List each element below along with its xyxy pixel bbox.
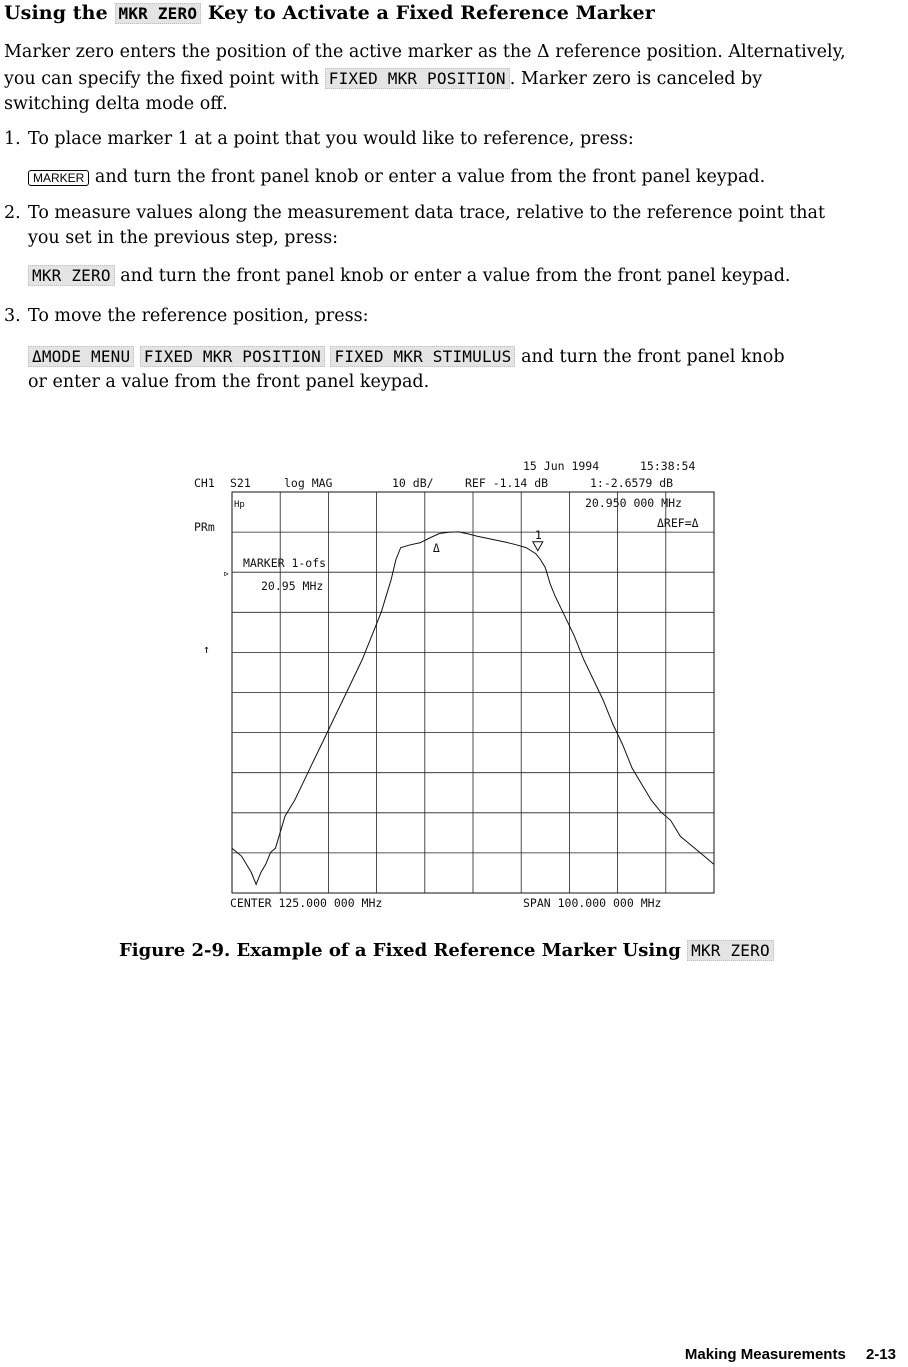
plot-channel: CH1	[194, 476, 215, 490]
plot-scale: 10 dB/	[392, 476, 434, 490]
plot-marker-label-freq: 20.95 MHz	[261, 579, 324, 593]
intro-line-1: Marker zero enters the position of the active marker as the Δ reference position. Alternatively,	[4, 42, 846, 62]
plot-ref-mode: ΔREF=Δ	[657, 516, 699, 530]
mkr-zero-key: MKR ZERO	[28, 265, 115, 286]
plot-marker-freq: 20.950 000 MHz	[585, 496, 682, 510]
heading-softkey: MKR ZERO	[115, 3, 202, 24]
caption-mkr-zero-key: MKR ZERO	[687, 940, 774, 961]
fixed-mkr-stimulus-key: FIXED MKR STIMULUS	[330, 346, 515, 367]
step-3-text: 3. To move the reference position, press:	[4, 306, 369, 326]
analyzer-plot	[190, 455, 720, 915]
plot-format: log MAG	[284, 476, 333, 490]
plot-param: S21	[230, 476, 251, 490]
heading-suffix: Key to Activate a Fixed Reference Marker	[207, 2, 655, 24]
step-2-action: MKR ZERO and turn the front panel knob or enter a value from the front panel keypad.	[28, 263, 790, 289]
step-3-action: ΔMODE MENU FIXED MKR POSITION FIXED MKR STIMULUS and turn the front panel knob	[28, 344, 785, 370]
footer-section: Making Measurements	[684, 1346, 846, 1363]
plot-ref: REF -1.14 dB	[465, 476, 549, 490]
footer-page-number: 2-13	[865, 1346, 896, 1363]
fixed-mkr-position-key: FIXED MKR POSITION	[140, 346, 325, 367]
step-2-text: 2. To measure values along the measurement data trace, relative to the reference point that	[4, 203, 825, 223]
reference-marker-delta: Δ	[432, 541, 440, 556]
plot-center-label: CENTER 125.000 000 MHz	[230, 896, 383, 910]
plot-grid	[232, 492, 714, 893]
plot-time: 15:38:54	[640, 459, 696, 473]
marker-hardkey: MARKER	[28, 170, 89, 186]
step-1-text: 1. To place marker 1 at a point that you would like to reference, press:	[4, 129, 634, 149]
heading-prefix: Using the	[4, 2, 108, 24]
plot-span-label: SPAN 100.000 000 MHz	[523, 896, 662, 910]
plot-prm-label: PRm	[194, 520, 215, 534]
intro-line-2: you can specify the fixed point with FIXED MKR POSITION . Marker zero is canceled by	[4, 69, 763, 89]
step-2-text-2: you set in the previous step, press:	[28, 228, 339, 248]
up-arrow-icon: ↑	[203, 642, 210, 656]
fixed-mkr-position-key: FIXED MKR POSITION	[325, 68, 510, 89]
analyzer-figure	[190, 455, 720, 915]
page-footer	[685, 1346, 896, 1363]
intro-line-3: switching delta mode off.	[4, 94, 228, 114]
hold-icon: Hp	[234, 500, 245, 510]
plot-marker-label: MARKER 1-ofs	[243, 556, 327, 570]
plot-marker-readout: 1:-2.6579 dB	[590, 476, 674, 490]
ref-line-arrow-icon: ▹	[223, 566, 230, 580]
active-marker-triangle	[533, 542, 543, 551]
figure-caption: Figure 2-9. Example of a Fixed Reference Marker Using MKR ZERO	[119, 940, 774, 961]
plot-date: 15 Jun 1994	[523, 459, 600, 473]
section-heading	[4, 2, 655, 24]
step-1-action: MARKER and turn the front panel knob or enter a value from the front panel keypad.	[28, 165, 765, 191]
delta-mode-menu-key: ΔMODE MENU	[28, 346, 134, 367]
active-marker-number: 1	[534, 527, 542, 542]
step-3-action-2: or enter a value from the front panel keypad.	[28, 372, 430, 392]
